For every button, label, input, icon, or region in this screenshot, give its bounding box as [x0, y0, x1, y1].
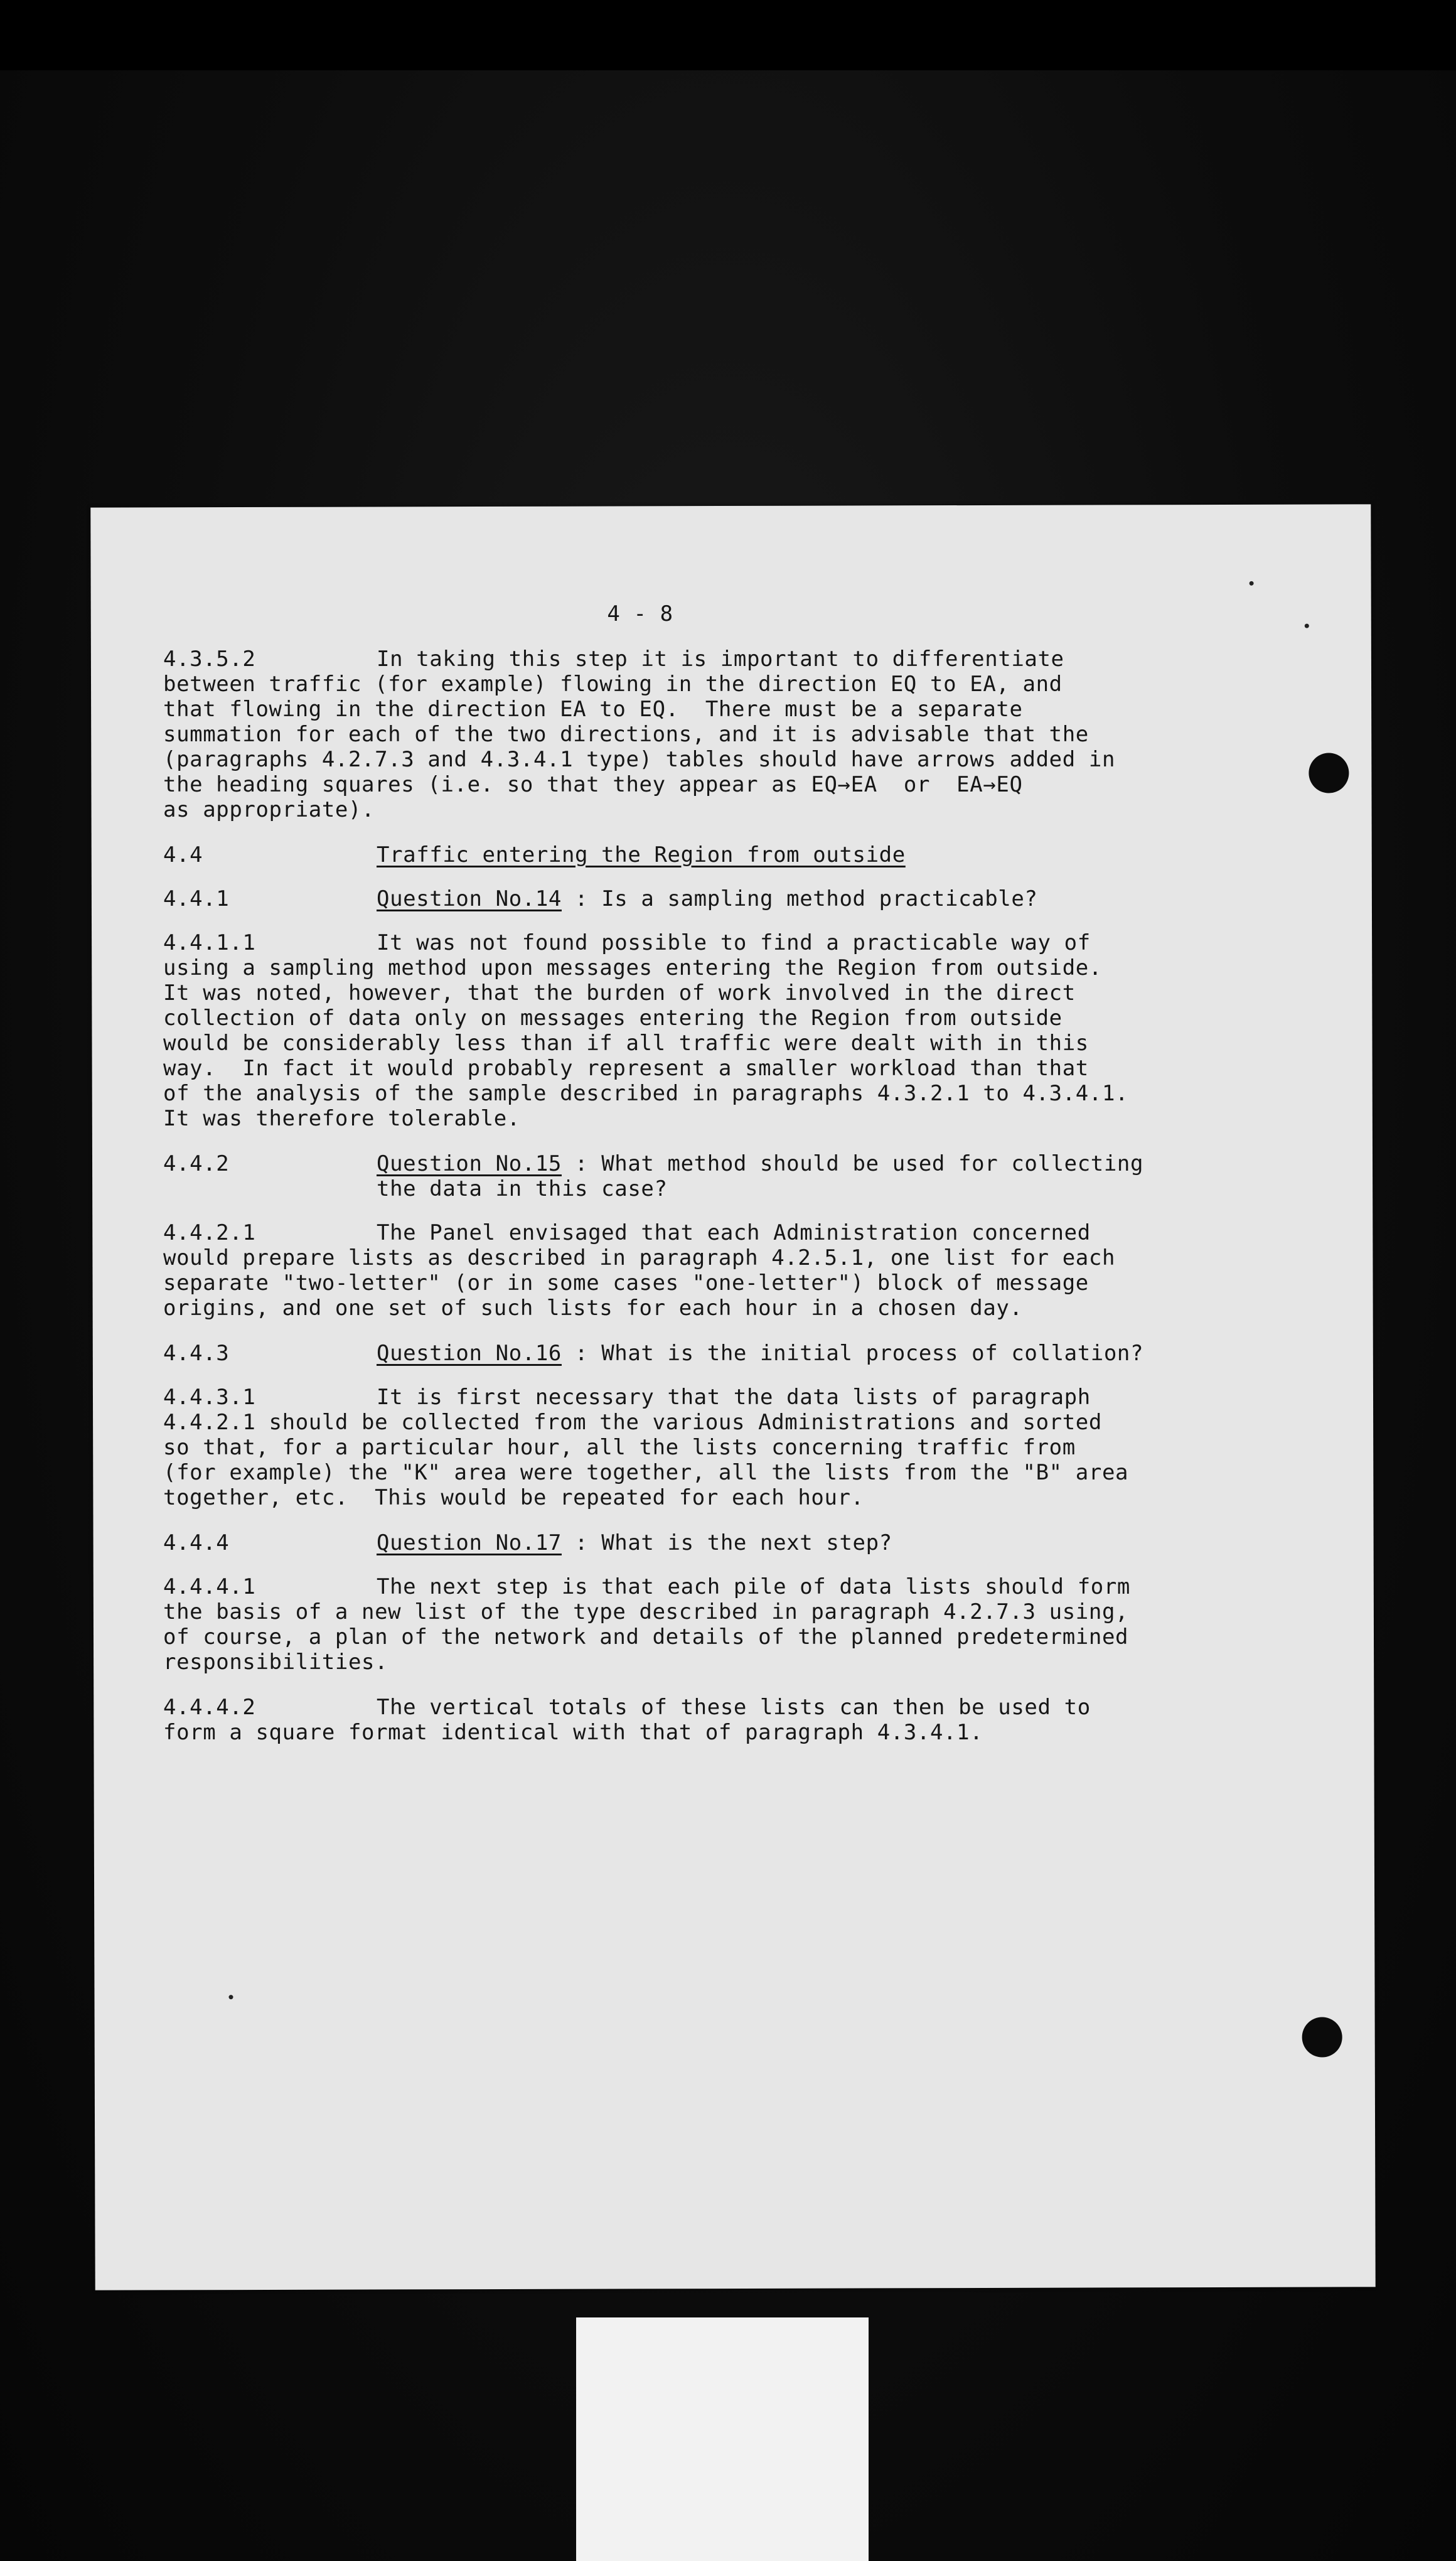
question-text: : Is a sampling method practicable? [561, 886, 1038, 911]
text-line: (for example) the "K" area were together, all the lists from the "B" area [163, 1460, 1129, 1485]
question-label: Question No.16 [377, 1341, 562, 1366]
question-text: : What method should be used for collecting [561, 1151, 1144, 1176]
paragraph-number: 4.4.1.1 [163, 930, 256, 955]
text-line: responsibilities. [163, 1650, 388, 1675]
text-line: would be considerably less than if all traffic were dealt with in this [163, 1031, 1089, 1056]
question-4-4-2 [163, 1151, 1180, 1201]
question-4-4-1 [163, 886, 1180, 911]
paragraph-number: 4.4.4.2 [163, 1695, 256, 1720]
text-line: (paragraphs 4.2.7.3 and 4.3.4.1 type) tables should have arrows added in [163, 747, 1116, 772]
paragraph-4-3-5-2 [163, 647, 1180, 822]
paragraph-4-4-2-1 [163, 1220, 1180, 1321]
paragraph-4-4-4-2 [163, 1695, 1180, 1745]
question-label: Question No.14 [377, 886, 562, 911]
text-line: The vertical totals of these lists can then be used to [377, 1695, 1091, 1720]
page-speck [228, 1995, 233, 1999]
text-line: the heading squares (i.e. so that they appear as EQ→EA or EA→EQ [163, 772, 1023, 797]
paragraph-number: 4.4.2 [163, 1151, 230, 1176]
question-4-4-3 [163, 1341, 1180, 1366]
paragraph-number: 4.4.3 [163, 1341, 230, 1366]
page-speck [1305, 624, 1309, 628]
text-line: way. In fact it would probably represent a smaller workload than that [163, 1056, 1089, 1081]
page-number: 4 - 8 [607, 601, 673, 626]
document-text [163, 601, 1180, 1745]
paragraph-number: 4.4.4 [163, 1530, 230, 1555]
text-line: origins, and one set of such lists for each hour in a chosen day. [163, 1296, 1023, 1321]
paragraph-4-4-1-1 [163, 930, 1180, 1131]
text-line: so that, for a particular hour, all the lists concerning traffic from [163, 1435, 1076, 1460]
text-line: The Panel envisaged that each Administration concerned [377, 1220, 1091, 1245]
paragraph-number: 4.3.5.2 [163, 647, 256, 672]
paragraph-number: 4.4 [163, 842, 203, 867]
text-line: the basis of a new list of the type described in paragraph 4.2.7.3 using, [163, 1599, 1129, 1624]
paragraph-number: 4.4.4.1 [163, 1574, 256, 1599]
question-4-4-4 [163, 1530, 1180, 1555]
text-line: using a sampling method upon messages entering the Region from outside. [163, 955, 1102, 980]
punch-hole-bottom [1302, 2017, 1342, 2057]
text-line: between traffic (for example) flowing in the direction EQ to EA, and [163, 672, 1063, 697]
text-line: It was not found possible to find a practicable way of [377, 930, 1091, 955]
paragraph-number: 4.4.2.1 [163, 1220, 256, 1245]
text-line: together, etc. This would be repeated for each hour. [163, 1485, 864, 1510]
question-text-continued: the data in this case? [377, 1176, 668, 1201]
text-line: In taking this step it is important to differentiate [377, 647, 1064, 672]
text-line: separate "two-letter" (or in some cases "one-letter") block of message [163, 1270, 1089, 1296]
page-speck [1250, 581, 1254, 586]
text-line: as appropriate). [163, 797, 375, 822]
text-line: It is first necessary that the data lists of paragraph [377, 1385, 1091, 1410]
question-text: : What is the next step? [561, 1530, 892, 1555]
text-line: of course, a plan of the network and details of the planned predetermined [163, 1624, 1129, 1650]
text-line: It was therefore tolerable. [163, 1106, 520, 1131]
section-heading-4-4 [163, 842, 1180, 867]
text-line: of the analysis of the sample described in paragraphs 4.3.2.1 to 4.3.4.1. [163, 1081, 1129, 1106]
question-text: : What is the initial process of collation? [561, 1341, 1144, 1366]
text-line: summation for each of the two directions, and it is advisable that the [163, 722, 1089, 747]
punch-hole-top [1309, 753, 1349, 793]
paragraph-number: 4.4.3.1 [163, 1385, 256, 1410]
paragraph-number: 4.4.1 [163, 886, 230, 911]
film-label-card [576, 2317, 869, 2561]
question-label: Question No.15 [377, 1151, 562, 1176]
text-line: The next step is that each pile of data lists should form [377, 1574, 1130, 1599]
text-line: collection of data only on messages entering the Region from outside [163, 1006, 1063, 1031]
question-label: Question No.17 [377, 1530, 562, 1555]
paragraph-4-4-4-1 [163, 1574, 1180, 1675]
text-line: 4.4.2.1 should be collected from the various Administrations and sorted [163, 1410, 1102, 1435]
film-top-border [0, 0, 1456, 70]
text-line: It was noted, however, that the burden of work involved in the direct [163, 980, 1076, 1006]
paragraph-4-4-3-1 [163, 1385, 1180, 1510]
section-heading: Traffic entering the Region from outside [377, 842, 906, 867]
text-line: that flowing in the direction EA to EQ. There must be a separate [163, 697, 1023, 722]
text-line: would prepare lists as described in paragraph 4.2.5.1, one list for each [163, 1245, 1116, 1270]
text-line: form a square format identical with that of paragraph 4.3.4.1. [163, 1720, 983, 1745]
